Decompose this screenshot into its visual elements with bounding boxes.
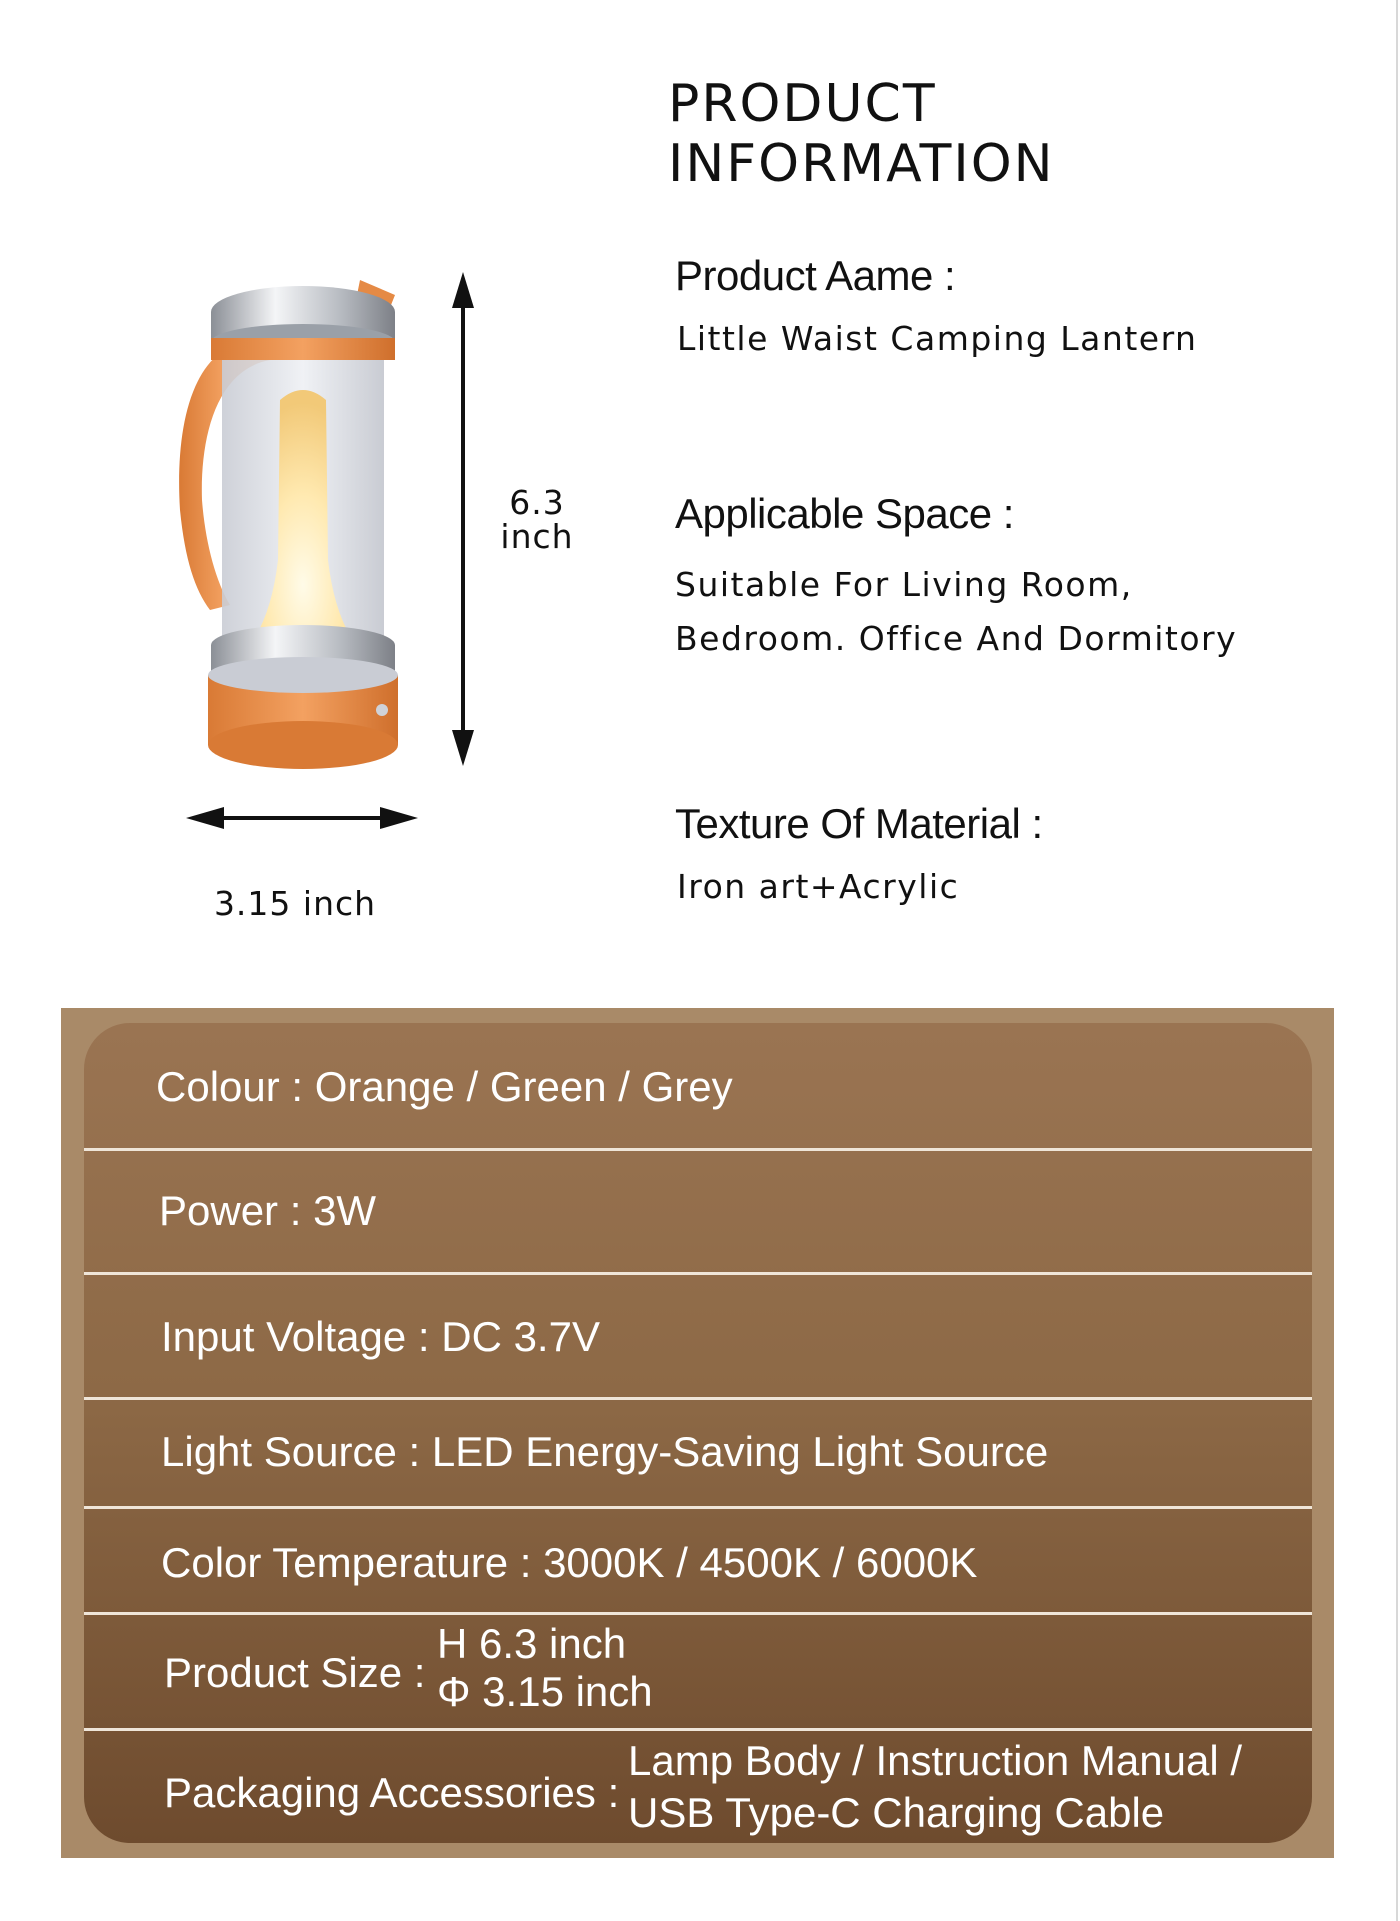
spec-row-color-temperature	[84, 1509, 1312, 1612]
width-arrow-icon	[186, 804, 418, 832]
spec-label-product-size: Product Size :	[164, 1649, 426, 1696]
applicable-space-value-2: Bedroom. Office And Dormitory	[675, 619, 1238, 658]
width-dimension: 3.15 inch	[213, 884, 377, 923]
title-line-1: PRODUCT	[668, 74, 937, 134]
height-dimension	[495, 483, 579, 556]
spec-value-product-size-1: H 6.3 inch	[437, 1620, 627, 1667]
applicable-space-label: Applicable Space :	[675, 490, 1014, 537]
height-arrow-icon	[448, 272, 478, 766]
spec-value-power: 3W	[313, 1187, 377, 1234]
spec-row-power	[84, 1151, 1312, 1272]
spec-value-colour: Orange / Green / Grey	[314, 1063, 733, 1110]
spec-label-power: Power :	[159, 1187, 302, 1234]
spec-value-color-temperature: 3000K / 4500K / 6000K	[543, 1539, 978, 1586]
spec-row-light-source	[84, 1400, 1312, 1506]
material-label: Texture Of Material :	[675, 800, 1043, 847]
title-line-2: INFORMATION	[668, 134, 1055, 194]
lantern-image	[160, 260, 440, 780]
spec-row-packaging	[84, 1731, 1312, 1843]
spec-row-input-voltage	[84, 1275, 1312, 1397]
spec-value-packaging-2: USB Type-C Charging Cable	[628, 1789, 1165, 1836]
spec-panel	[84, 1023, 1312, 1843]
spec-label-colour: Colour :	[156, 1063, 304, 1110]
material-value: Iron art+Acrylic	[677, 867, 960, 906]
spec-label-light-source: Light Source :	[161, 1428, 421, 1475]
spec-value-product-size-2: Φ 3.15 inch	[437, 1668, 653, 1715]
spec-row-colour	[84, 1023, 1312, 1148]
height-value: 6.3	[509, 483, 565, 522]
spec-label-packaging: Packaging Accessories :	[164, 1769, 620, 1816]
applicable-space-value-1: Suitable For Living Room,	[675, 565, 1133, 604]
spec-label-color-temperature: Color Temperature :	[161, 1539, 532, 1586]
spec-value-input-voltage: DC 3.7V	[441, 1313, 600, 1360]
page-edge-rule	[1396, 0, 1398, 1921]
page-title	[668, 74, 1055, 194]
height-unit: inch	[500, 517, 574, 556]
spec-value-light-source: LED Energy-Saving Light Source	[431, 1428, 1049, 1475]
spec-label-input-voltage: Input Voltage :	[161, 1313, 430, 1360]
spec-row-product-size	[84, 1615, 1312, 1728]
product-name-value: Little Waist Camping Lantern	[677, 319, 1198, 358]
spec-value-packaging-1: Lamp Body / Instruction Manual /	[628, 1737, 1242, 1784]
product-name-label: Product Aame :	[675, 252, 956, 299]
